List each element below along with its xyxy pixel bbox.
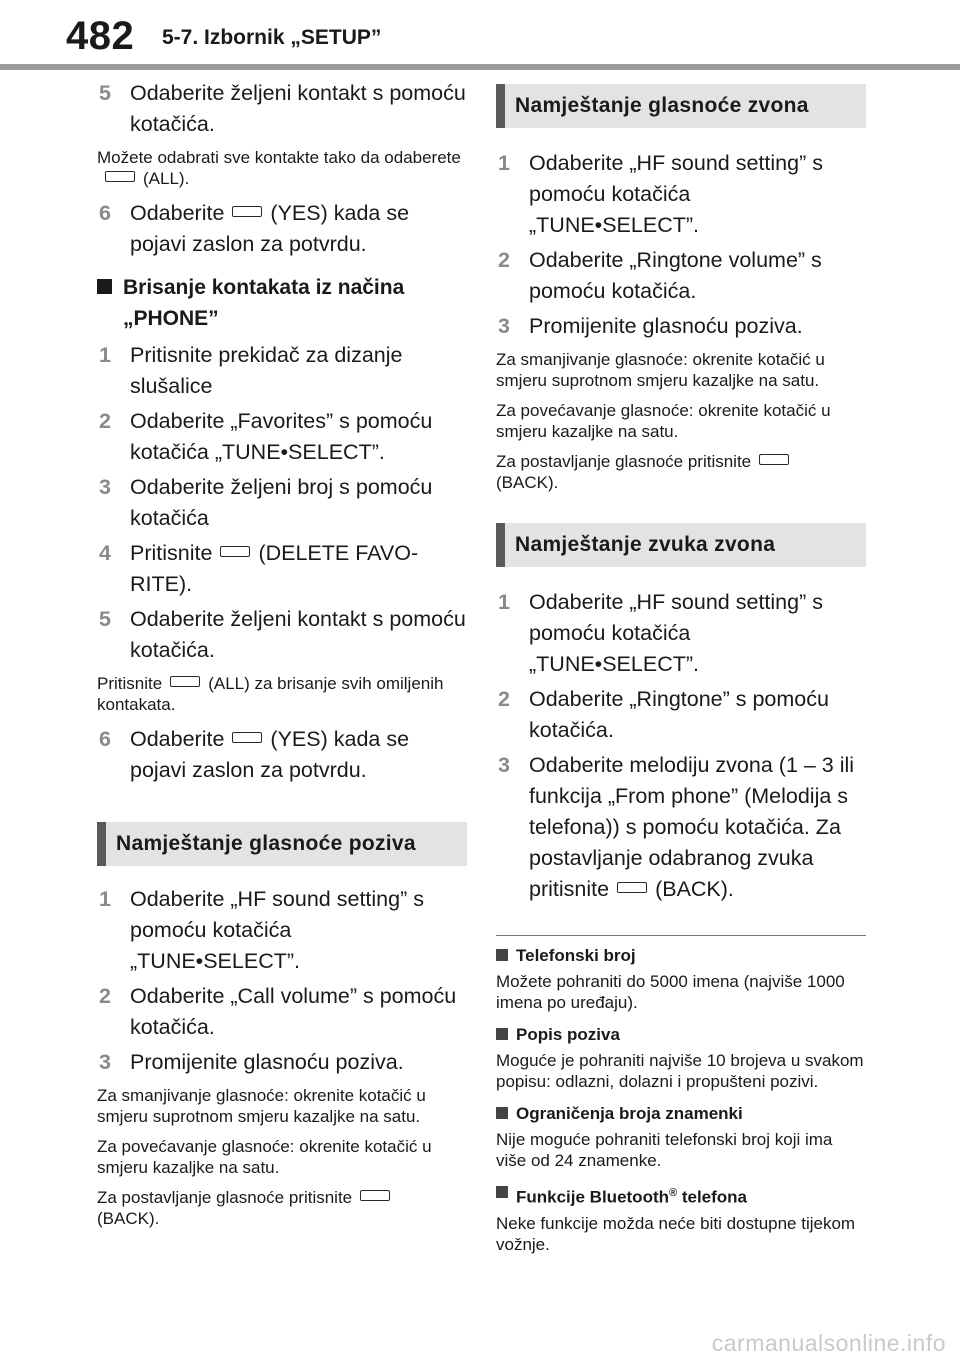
sub-heading xyxy=(97,272,467,334)
note-text: Za postavljanje glasnoće pritisnite xyxy=(97,1188,353,1207)
button-icon xyxy=(360,1190,390,1201)
registered-mark: ® xyxy=(669,1187,678,1199)
note: Za smanjivanje glasnoće: okrenite kotačić u smjeru suprotnom smjeru kazaljke na satu. xyxy=(496,350,825,390)
square-bullet-icon xyxy=(496,1107,508,1119)
step-text: (YES) kada se pojavi zaslon za potvrdu. xyxy=(130,201,410,256)
note: Za smanjivanje glasnoće: okrenite kotačić u smjeru suprotnom smjeru kazaljke na satu. xyxy=(97,1086,426,1126)
step-number: 1 xyxy=(498,151,510,175)
step-number: 2 xyxy=(99,409,111,433)
button-icon xyxy=(617,882,647,893)
box-heading: Namještanje glasnoće zvona xyxy=(496,84,866,128)
step-number: 5 xyxy=(99,81,111,105)
button-icon xyxy=(232,732,262,743)
sub-heading-text: Brisanje kontakata iz načina „PHONE” xyxy=(123,276,405,330)
note-text: Pritisnite xyxy=(97,674,163,693)
step-2 xyxy=(97,981,467,1043)
step-text: Promijenite glasnoću poziva. xyxy=(529,314,803,338)
step-number: 1 xyxy=(99,343,111,367)
info-heading-text: Popis poziva xyxy=(516,1025,620,1044)
step-text: Odaberite „Favorites” s pomoću kotačića „TUNE•SELECT”. xyxy=(130,409,433,464)
step-text: Odaberite xyxy=(130,727,225,751)
step-number: 6 xyxy=(99,201,111,225)
info-heading xyxy=(496,1102,866,1126)
step-text: (YES) kada se pojavi zaslon za potvrdu. xyxy=(130,727,410,782)
note xyxy=(97,1187,467,1229)
step-text: Odaberite „HF sound setting” s pomoću kotačića „TUNE•SELECT”. xyxy=(529,590,823,676)
step-2 xyxy=(496,245,866,307)
info-text: Moguće je pohraniti najviše 10 brojeva u svakom popisu: odlazni, dolazni i propušteni pozivi. xyxy=(496,1051,864,1091)
step-number: 1 xyxy=(99,887,111,911)
right-column xyxy=(496,84,866,1265)
section-title: 5-7. Izbornik „SETUP” xyxy=(162,26,382,49)
note-text: (BACK). xyxy=(496,473,559,492)
step-3 xyxy=(496,750,866,905)
note-text: (BACK). xyxy=(97,1209,160,1228)
step-text: Odaberite „Ringtone” s pomoću kotačića. xyxy=(529,687,829,742)
info-heading-text: Funkcije Bluetooth xyxy=(516,1187,669,1207)
note-text: (ALL) za brisanje svih omiljenih kontakata. xyxy=(97,674,444,714)
step-5 xyxy=(97,78,467,140)
step-text: Odaberite željeni kontakt s pomoću kotačića. xyxy=(130,81,466,136)
step-text: Odaberite melodiju zvona (1 – 3 ili funkcija „From phone” (Melodija s telefona)) s pomoću kotačića. Za postavljanje odabranog zvuka pritisnite xyxy=(529,753,855,901)
button-icon xyxy=(759,454,789,465)
info-heading-text: Telefonski broj xyxy=(516,946,636,965)
step-number: 2 xyxy=(498,687,510,711)
step-6 xyxy=(97,198,467,260)
info-divider xyxy=(496,935,866,936)
button-icon xyxy=(170,676,200,687)
step-6 xyxy=(97,724,467,786)
step-number: 4 xyxy=(99,541,111,565)
header-rule xyxy=(0,64,960,70)
step-5 xyxy=(97,604,467,666)
square-bullet-icon xyxy=(496,949,508,961)
step-number: 1 xyxy=(498,590,510,614)
step-1 xyxy=(97,884,467,977)
note: Za povećavanje glasnoće: okrenite kotačić u smjeru kazaljke na satu. xyxy=(97,1137,432,1177)
step-number: 5 xyxy=(99,607,111,631)
note-text: Možete odabrati sve kontakte tako da odaberete xyxy=(97,148,461,167)
button-icon xyxy=(232,206,262,217)
left-column xyxy=(97,78,467,1238)
info-heading xyxy=(496,944,866,968)
step-number: 6 xyxy=(99,727,111,751)
square-bullet-icon xyxy=(496,1028,508,1040)
step-text: (BACK). xyxy=(655,877,734,901)
step-text: Odaberite xyxy=(130,201,225,225)
step-text: Odaberite željeni broj s pomoću kotačića xyxy=(130,475,433,530)
step-2 xyxy=(97,406,467,468)
step-1 xyxy=(97,340,467,402)
note xyxy=(97,147,467,189)
step-text: Pritisnite prekidač za dizanje slušalice xyxy=(130,343,403,398)
box-heading: Namještanje glasnoće poziva xyxy=(97,822,467,866)
step-number: 3 xyxy=(99,1050,111,1074)
note xyxy=(496,451,866,493)
note-text: Za postavljanje glasnoće pritisnite xyxy=(496,452,752,471)
step-text: Promijenite glasnoću poziva. xyxy=(130,1050,404,1074)
button-icon xyxy=(105,171,135,182)
box-heading: Namještanje zvuka zvona xyxy=(496,523,866,567)
step-text: Odaberite „HF sound setting” s pomoću kotačića „TUNE•SELECT”. xyxy=(529,151,823,237)
step-text: Odaberite željeni kontakt s pomoću kotačića. xyxy=(130,607,466,662)
info-heading-text: Ograničenja broja znamenki xyxy=(516,1104,743,1123)
step-3 xyxy=(496,311,866,342)
note: Za povećavanje glasnoće: okrenite kotačić u smjeru kazaljke na satu. xyxy=(496,401,831,441)
step-3 xyxy=(97,472,467,534)
info-heading-text: telefona xyxy=(677,1187,748,1207)
step-number: 2 xyxy=(99,984,111,1008)
info-text: Možete pohraniti do 5000 imena (najviše 1000 imena po uređaju). xyxy=(496,972,845,1012)
step-text: Pritisnite xyxy=(130,541,213,565)
step-text: Odaberite „Ringtone volume” s pomoću kotačića. xyxy=(529,248,822,303)
info-heading xyxy=(496,1181,866,1210)
step-number: 2 xyxy=(498,248,510,272)
step-4 xyxy=(97,538,467,600)
step-text: (DELETE FAVORITE). xyxy=(130,541,419,596)
page-number: 482 xyxy=(66,14,135,58)
square-bullet-icon xyxy=(97,279,112,294)
step-number: 3 xyxy=(498,753,510,777)
step-text: Odaberite „HF sound setting” s pomoću kotačića „TUNE•SELECT”. xyxy=(130,887,424,973)
info-heading xyxy=(496,1023,866,1047)
step-number: 3 xyxy=(498,314,510,338)
watermark: carmanualsonline.info xyxy=(711,1330,946,1356)
page-header xyxy=(0,0,960,72)
note xyxy=(97,673,467,715)
note-text: (ALL). xyxy=(143,169,190,188)
step-1 xyxy=(496,587,866,680)
step-text: Odaberite „Call volume” s pomoću kotačića. xyxy=(130,984,457,1039)
info-text: Neke funkcije možda neće biti dostupne tijekom vožnje. xyxy=(496,1213,856,1254)
step-2 xyxy=(496,684,866,746)
step-3 xyxy=(97,1047,467,1078)
square-bullet-icon xyxy=(496,1186,508,1198)
info-text: Nije moguće pohraniti telefonski broj koji ima više od 24 znamenke. xyxy=(496,1130,833,1170)
step-number: 3 xyxy=(99,475,111,499)
button-icon xyxy=(220,546,250,557)
step-1 xyxy=(496,148,866,241)
